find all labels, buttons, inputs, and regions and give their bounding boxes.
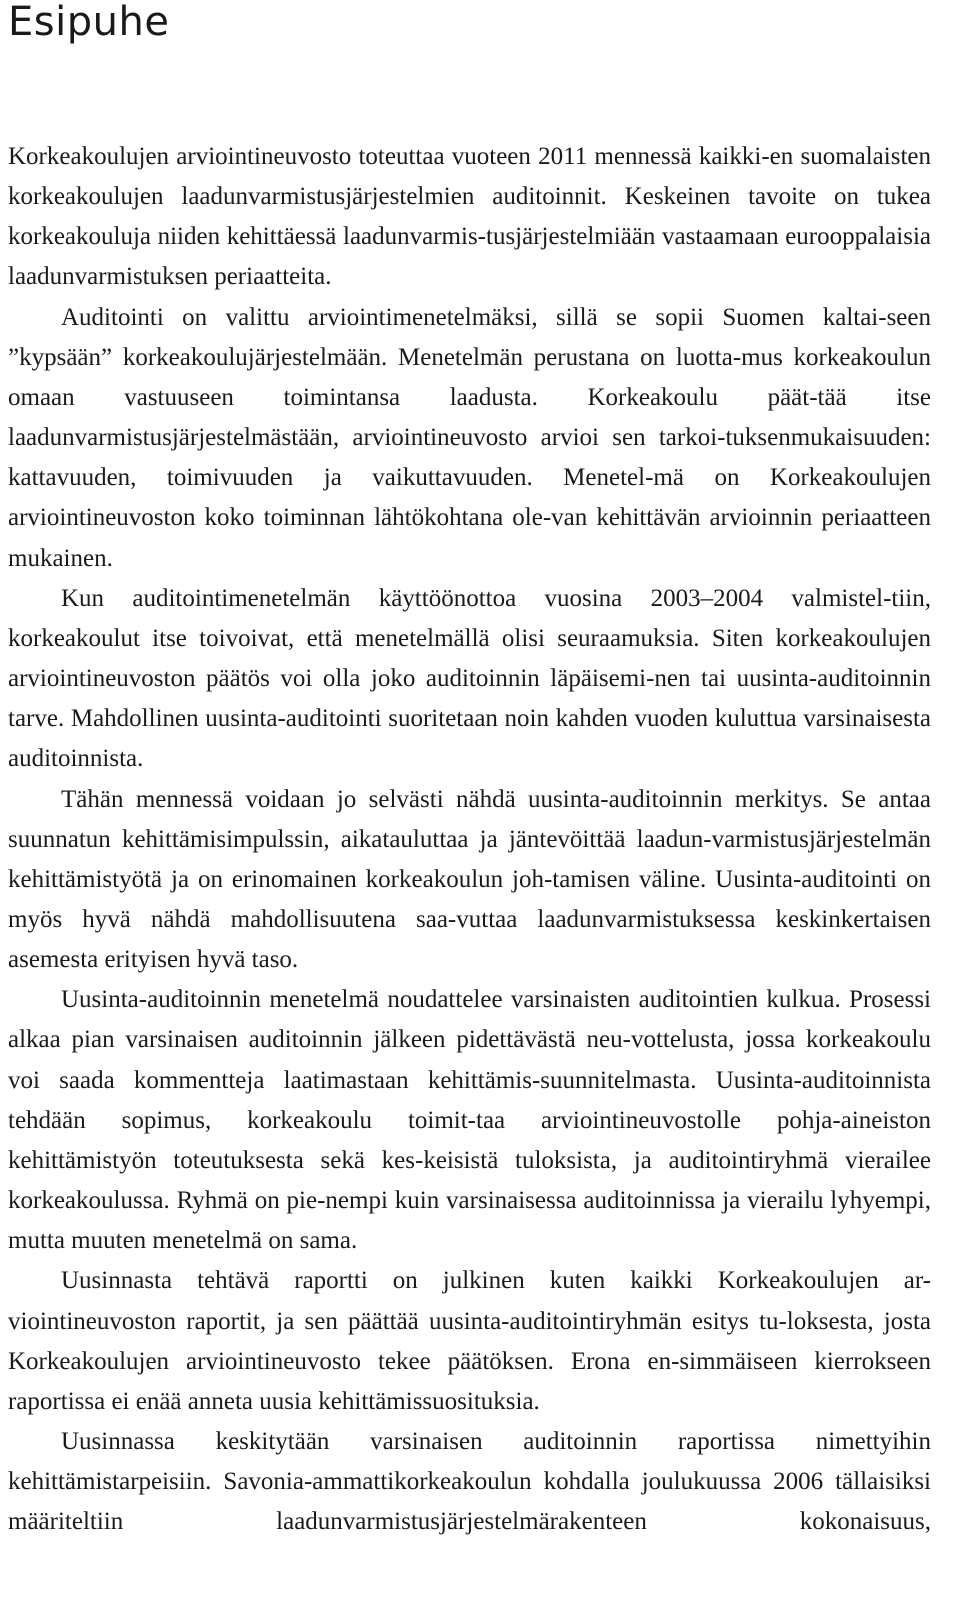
paragraph-intro: Korkeakoulujen arviointineuvosto toteuttaa vuoteen 2011 mennessä kaikki-en suomalaisten korkeakoulujen laadunvarmistusjärjestelmien auditoinnit. Keskeinen tavoite on tukea korkeakouluja niiden kehittäessä laadunvarmis-tusjärjestelmiään vastaamaan eurooppalaisia laadunvarmistuksen periaatteita. xyxy=(8,143,931,291)
paragraph-raportti: Uusinnasta tehtävä raportti on julkinen kuten kaikki Korkeakoulujen ar-viointineuvoston raportit, ja sen päättää uusinta-auditointiryhmän esitys tu-loksesta, josta Korkeakoulujen arviointineuvosto tekee päätöksen. Erona en-simmäiseen kierrokseen raportissa ei enää anneta uusia kehittämissuosituksia. xyxy=(8,1267,931,1415)
paragraph-merkitys: Tähän mennessä voidaan jo selvästi nähdä uusinta-auditoinnin merkitys. Se antaa suunnatun kehittämisimpulssin, aikatauluttaa ja jäntevöittää laadun-varmistusjärjestelmän kehittämistyötä ja on erinomainen korkeakoulun joh-tamisen väline. Uusinta-auditointi on myös hyvä nähdä mahdollisuutena saa-vuttaa laadunvarmistuksessa keskinkertaisen asemesta erityisen hyvä taso. xyxy=(8,785,931,974)
paragraph-keskittyminen: Uusinnassa keskitytään varsinaisen auditoinnin raportissa nimettyihin kehittämistarpeisiin. Savonia-ammattikorkeakoulun kohdalla joulukuussa 2006 tällaisiksi määriteltiin laadunvarmistusjärjestelmärakenteen kokonaisuus, xyxy=(8,1428,931,1536)
paragraph-kayttoonotto: Kun auditointimenetelmän käyttöönottoa vuosina 2003–2004 valmistel-tiin, korkeakoulut itse toivoivat, että menetelmällä olisi seuraamuksia. Siten korkeakoulujen arviointineuvoston päätös voi olla joko auditoinnin läpäisemi-nen tai uusinta-auditoinnin tarve. Mahdollinen uusinta-auditointi suoritetaan noin kahden vuoden kuluttua varsinaisesta auditoinnista. xyxy=(8,584,931,773)
paragraph-auditointi: Auditointi on valittu arviointimenetelmäksi, sillä se sopii Suomen kaltai-seen ”kypsään” korkeakoulujärjestelmään. Menetelmän perustana on luotta-mus korkeakoulun omaan vastuuseen toimintansa laadusta. Korkeakoulu päät-tää itse laadunvarmistusjärjestelmästään, arviointineuvosto arvioi sen tarkoi-tuksenmukaisuuden: kattavuuden, toimivuuden ja vaikuttavuuden. Menetel-mä on Korkeakoulujen arviointineuvoston koko toiminnan lähtökohtana ole-van kehittävän arvioinnin periaatteen mukainen. xyxy=(8,303,931,572)
body-text xyxy=(8,137,931,1542)
paragraph-menetelma: Uusinta-auditoinnin menetelmä noudattelee varsinaisten auditointien kulkua. Prosessi alkaa pian varsinaisen auditoinnin jälkeen pidettävästä neu-vottelusta, jossa korkeakoulu voi saada kommentteja laatimastaan kehittämis-suunnitelmasta. Uusinta-auditoinnista tehdään sopimus, korkeakoulu toimit-taa arviointineuvostolle pohja-aineiston kehittämistyön toteutuksesta sekä kes-keisistä tuloksista, ja auditointiryhmä vierailee korkeakoulussa. Ryhmä on pie-nempi kuin varsinaisessa auditoinnissa ja vierailu lyhyempi, mutta muuten menetelmä on sama. xyxy=(8,986,931,1255)
page-title: Esipuhe xyxy=(8,0,170,45)
document-page xyxy=(8,0,931,1536)
